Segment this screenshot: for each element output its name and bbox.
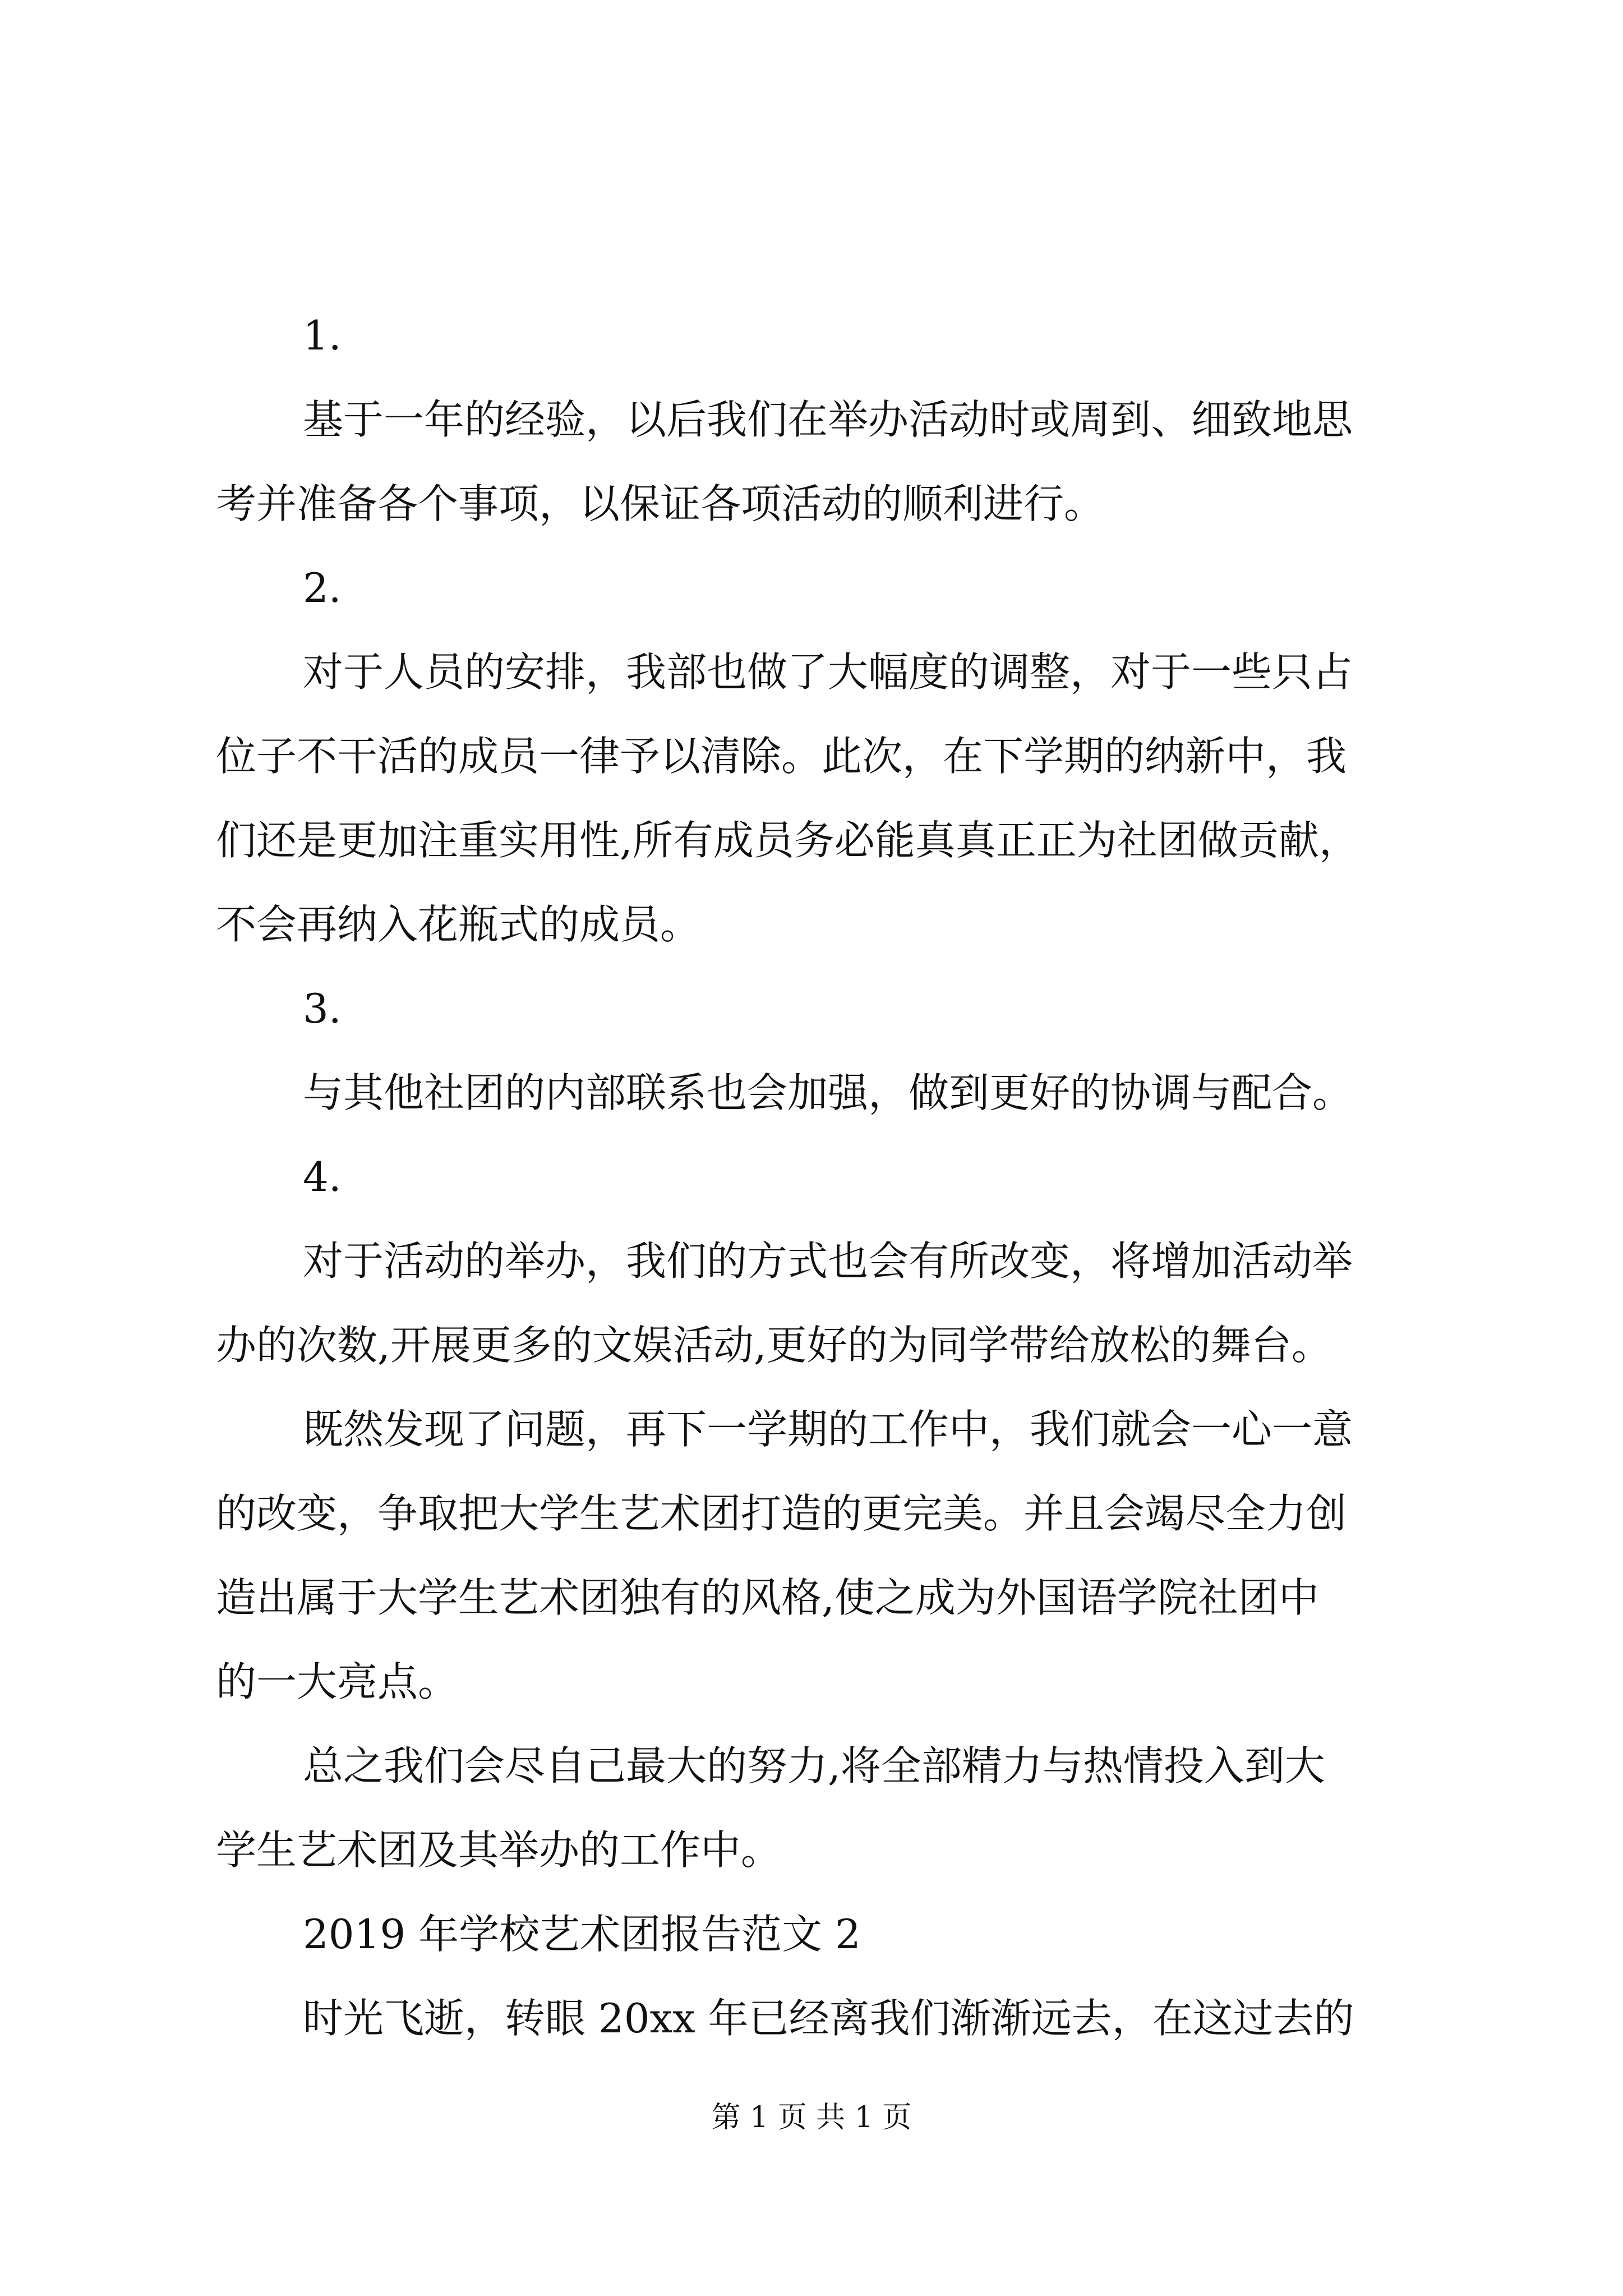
list-number-2: 2.	[303, 564, 342, 611]
paragraph-line: 时光飞逝，转眼 20xx 年已经离我们渐渐远去，在这过去的	[303, 1995, 1354, 2042]
paragraph-line: 学生艺术团及其举办的工作中。	[216, 1826, 782, 1874]
paragraph-line: 不会再纳入花瓶式的成员。	[216, 901, 701, 948]
paragraph-line: 与其他社团的内部联系也会加强，做到更好的协调与配合。	[303, 1069, 1353, 1116]
paragraph-line: 办的次数,开展更多的文娱活动,更好的为同学带给放松的舞台。	[216, 1322, 1332, 1369]
paragraph-line: 们还是更加注重实用性,所有成员务必能真真正正为社团做贡献，	[216, 817, 1359, 864]
section-heading: 2019 年学校艺术团报告范文 2	[303, 1911, 861, 1958]
paragraph-line: 基于一年的经验，以后我们在举办活动时或周到、细致地思	[303, 396, 1353, 443]
paragraph-line: 造出属于大学生艺术团独有的风格,使之成为外国语学院社团中	[216, 1574, 1319, 1621]
paragraph-line: 既然发现了问题，再下一学期的工作中，我们就会一心一意	[303, 1406, 1353, 1453]
paragraph-line: 对于活动的举办，我们的方式也会有所改变，将增加活动举	[303, 1237, 1353, 1285]
paragraph-line: 考并准备各个事项，以保证各项活动的顺利进行。	[216, 480, 1105, 527]
list-number-4: 4.	[303, 1153, 342, 1200]
paragraph-line: 位子不干活的成员一律予以清除。此次，在下学期的纳新中，我	[216, 733, 1347, 780]
list-number-1: 1.	[303, 312, 342, 359]
paragraph-line: 的一大亮点。	[216, 1658, 459, 1705]
page-footer: 第 1 页 共 1 页	[711, 2101, 912, 2134]
list-number-3: 3.	[303, 985, 342, 1032]
paragraph-line: 的改变，争取把大学生艺术团打造的更完美。并且会竭尽全力创	[216, 1490, 1347, 1537]
paragraph-line: 对于人员的安排，我部也做了大幅度的调整，对于一些只占	[303, 648, 1353, 696]
paragraph-line: 总之我们会尽自己最大的努力,将全部精力与热情投入到大	[303, 1742, 1325, 1789]
